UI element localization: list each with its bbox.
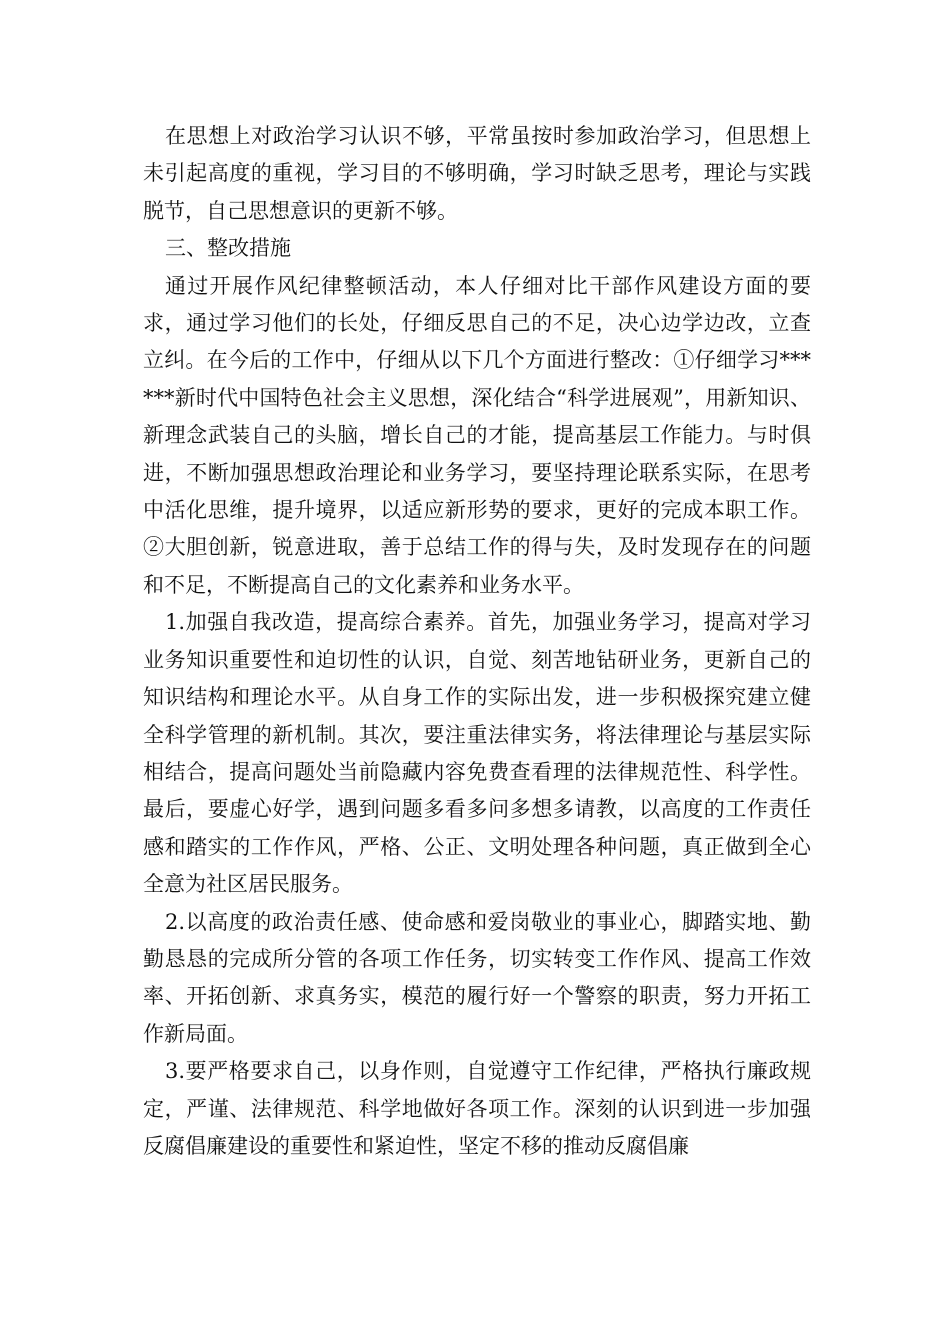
paragraph-item-1: 1.加强自我改造，提高综合素养。首先，加强业务学习，提高对学习业务知识重要性和迫切性的认识，自觉、刻苦地钻研业务，更新自己的知识结构和理论水平。从自身工作的实际出发，进一步积极探究建立健全科学管理的新机制。其次，要注重法律实务，将法律理论与基层实际相结合，提高问题处当前隐藏内容免费查看理的法律规范性、科学性。最后，要虚心好学，遇到问题多看多问多想多请教，以高度的工作责任感和踏实的工作作风，严格、公正、文明处理各种问题，真正做到全心全意为社区居民服务。 (143, 610, 811, 897)
paragraph-item-2: 2.以高度的政治责任感、使命感和爱岗敬业的事业心，脚踏实地、勤勤恳恳的完成所分管的各项工作任务，切实转变工作作风、提高工作效率、开拓创新、求真务实，模范的履行好一个警察的职责，努力开拓工作新局面。 (143, 909, 811, 1046)
section-heading-rectification: 三、整改措施 (165, 236, 291, 261)
paragraph-rectification-intro: 通过开展作风纪律整顿活动，本人仔细对比干部作风建设方面的要求，通过学习他们的长处，仔细反思自己的不足，决心边学边改，立查立纠。在今后的工作中，仔细从以下几个方面进行整改：①仔细学习******新时代中国特色社会主义思想，深化结合“科学进展观”，用新知识、新理念武装自己的头脑，增长自己的才能，提高基层工作能力。与时俱进，不断加强思想政治理论和业务学习，要坚持理论联系实际，在思考中活化思维，提升境界，以适应新形势的要求，更好的完成本职工作。②大胆创新，锐意进取，善于总结工作的得与失，及时发现存在的问题和不足，不断提高自己的文化素养和业务水平。 (143, 273, 811, 597)
document-body (143, 118, 811, 1165)
paragraph-item-3: 3.要严格要求自己，以身作则，自觉遵守工作纪律，严格执行廉政规定，严谨、法律规范、科学地做好各项工作。深刻的认识到进一步加强反腐倡廉建设的重要性和紧迫性，坚定不移的推动反腐倡廉 (143, 1059, 811, 1158)
paragraph-study-awareness: 在思想上对政治学习认识不够，平常虽按时参加政治学习，但思想上未引起高度的重视，学习目的不够明确，学习时缺乏思考，理论与实践脱节，自己思想意识的更新不够。 (143, 124, 811, 223)
